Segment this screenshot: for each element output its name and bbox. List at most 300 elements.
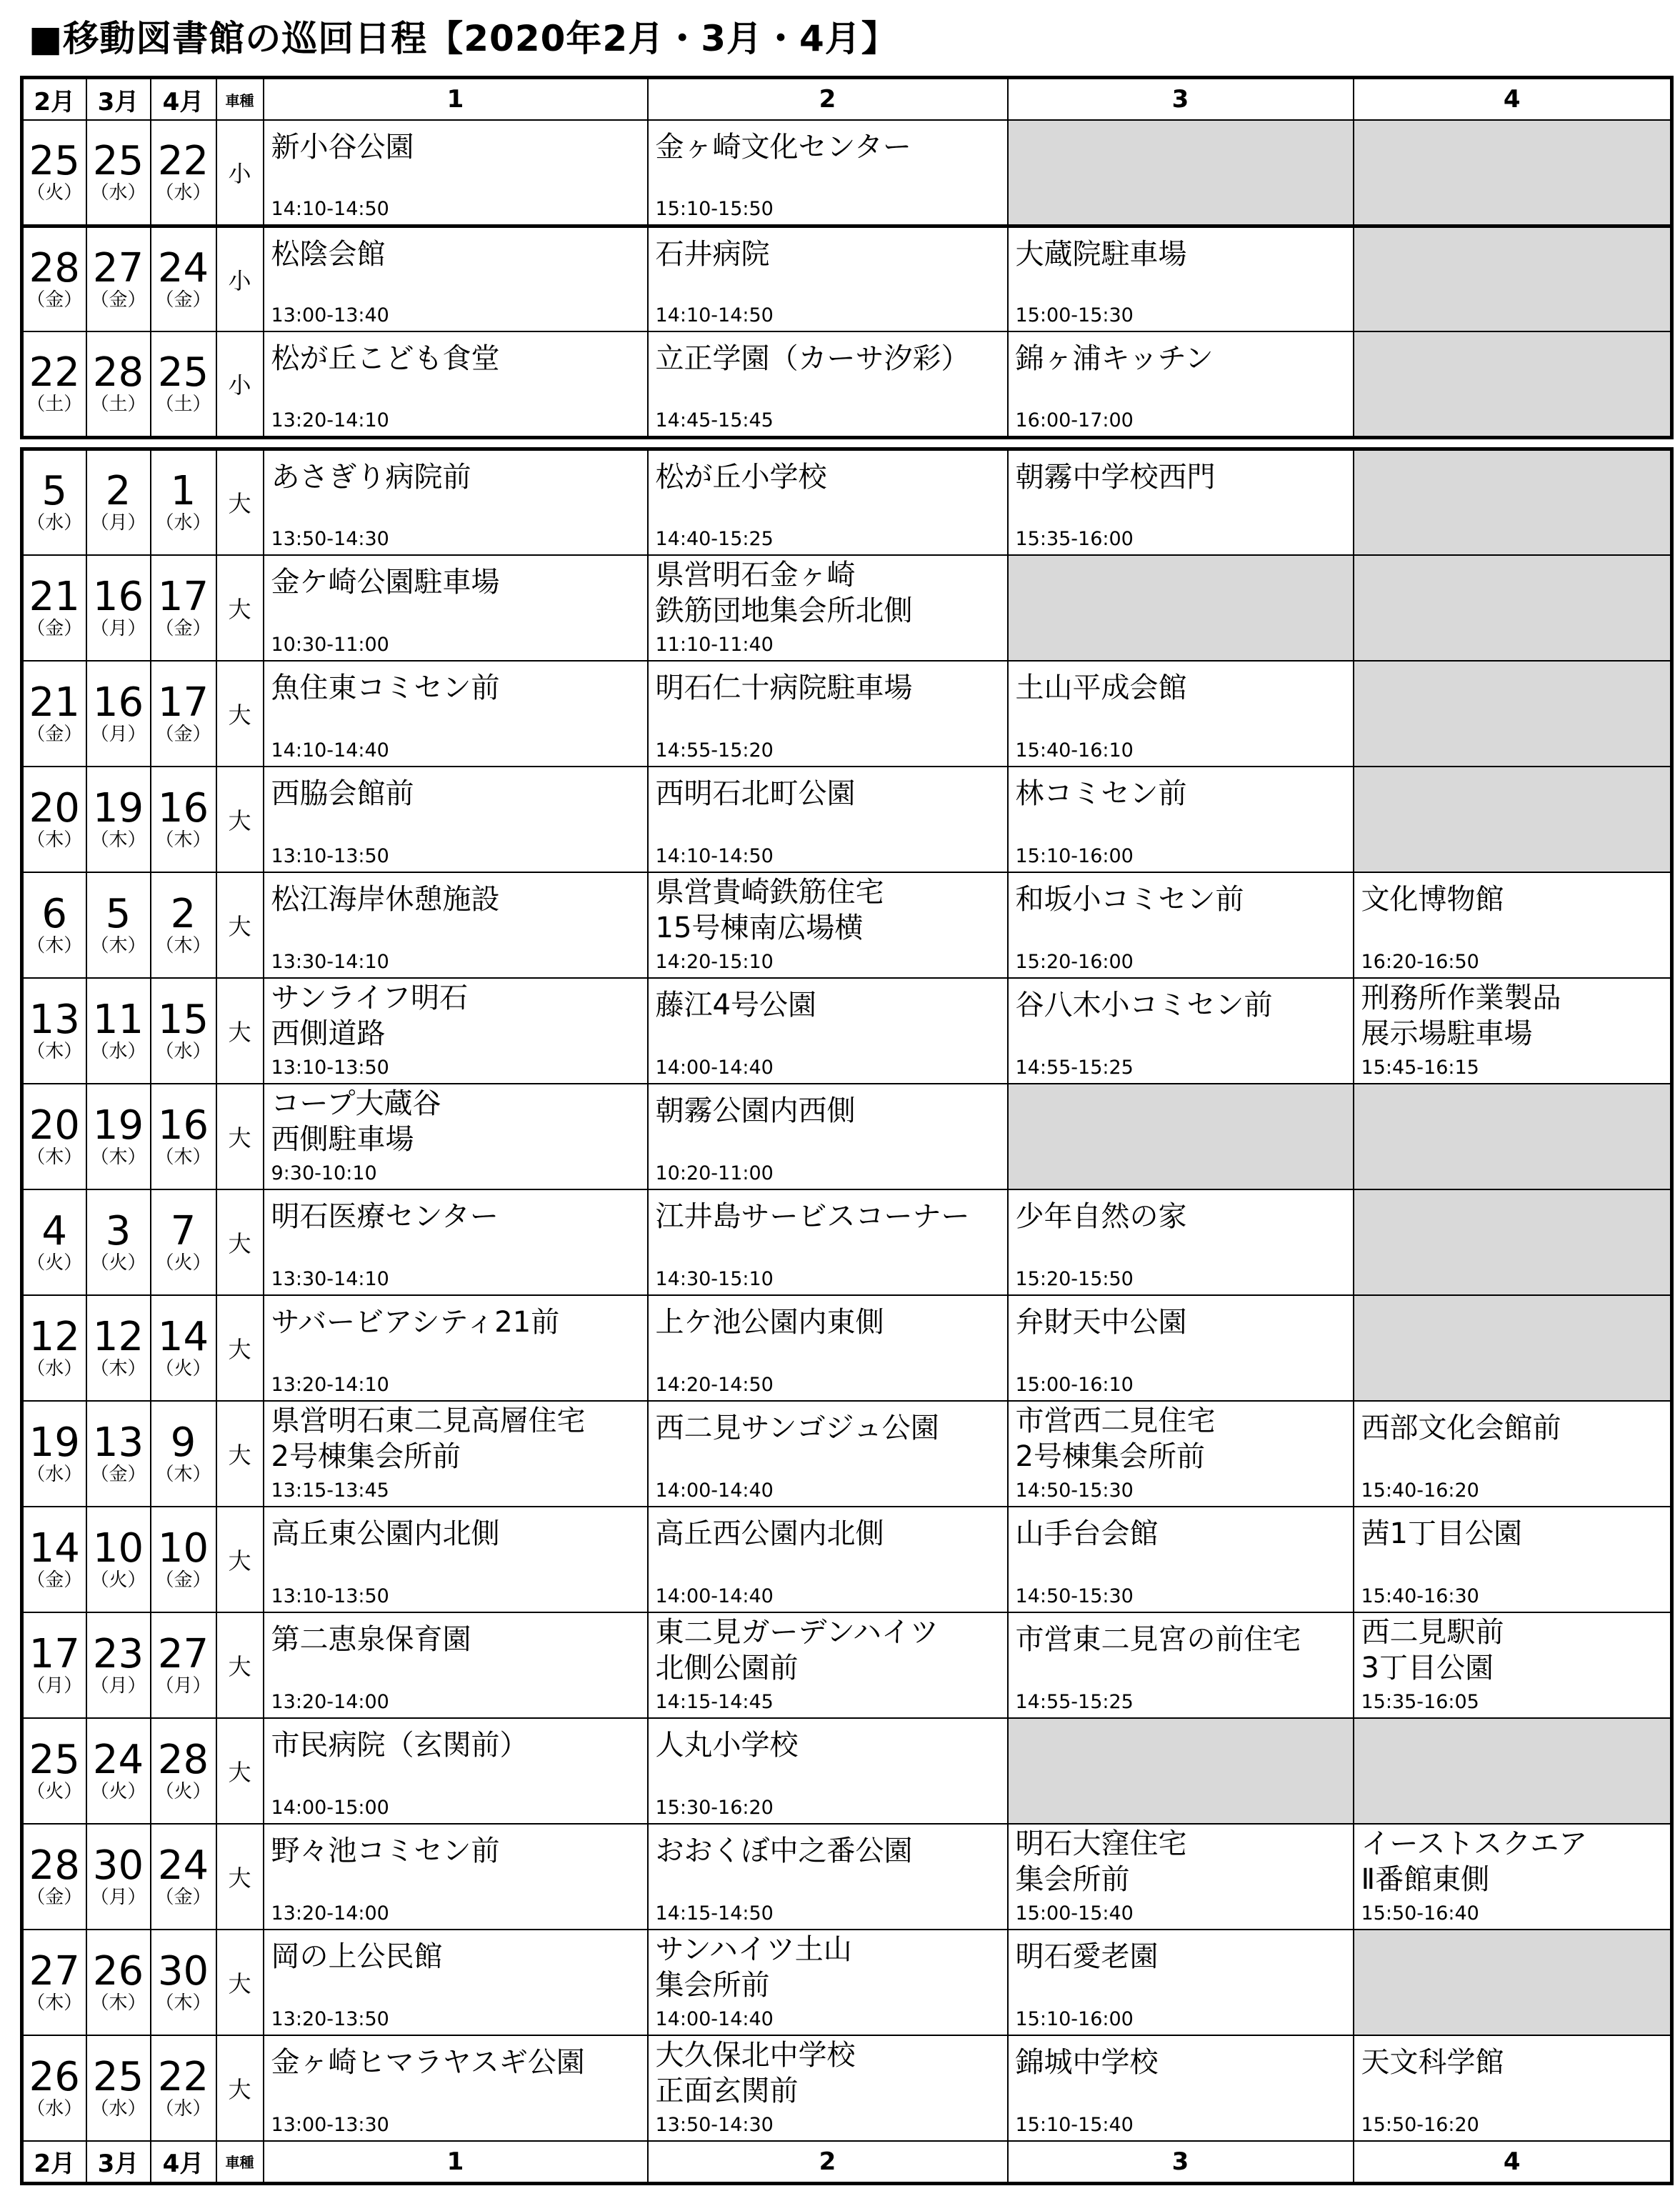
stop-cell-2 [648, 1084, 1008, 1189]
header-stop-3: 3 [1008, 78, 1354, 121]
stop-name: 山手台会館 [1015, 1517, 1159, 1550]
stop-time: 15:10-16:00 [1015, 844, 1134, 867]
header-month-feb: 2月 [22, 2141, 86, 2184]
date-cell-apr [151, 1507, 216, 1612]
weekday: （火） [155, 1357, 211, 1379]
day-number: 7 [170, 1207, 196, 1254]
stop-time: 16:00-17:00 [1015, 409, 1134, 431]
schedule-row [22, 1189, 1672, 1295]
date-cell-mar [86, 226, 151, 331]
stop-time: 15:00-15:40 [1015, 1902, 1134, 1925]
stop-name: 藤江4号公園 [655, 988, 816, 1022]
weekday: （金） [26, 723, 83, 745]
empty-stop-cell [1354, 1295, 1672, 1401]
stop-name: 松が丘小学校 [655, 461, 827, 494]
empty-stop-cell [1008, 555, 1354, 661]
stop-time: 15:35-16:05 [1361, 1690, 1479, 1713]
stop-name: 天文科学館 [1361, 2045, 1504, 2079]
stop-name: 大久保北中学校 正面玄関前 [655, 2038, 856, 2107]
stop-cell-2 [648, 1718, 1008, 1824]
day-number: 27 [157, 1630, 209, 1677]
day-number: 28 [157, 1736, 209, 1783]
stop-name: 市営東二見宮の前住宅 [1015, 1622, 1301, 1656]
vehicle-type: 大 [216, 1189, 264, 1295]
stop-name: 人丸小学校 [655, 1728, 799, 1762]
stop-cell-2 [648, 1295, 1008, 1401]
date-cell-feb [22, 872, 86, 978]
stop-name: 江井島サービスコーナー [655, 1199, 970, 1233]
stop-cell-3 [1008, 978, 1354, 1084]
weekday: （金） [26, 1886, 83, 1908]
weekday: （金） [155, 617, 211, 639]
weekday: （木） [26, 1146, 83, 1168]
stop-time: 14:55-15:20 [655, 739, 774, 762]
stop-cell-4 [1354, 872, 1672, 978]
day-number: 4 [41, 1207, 68, 1254]
weekday: （土） [155, 394, 211, 416]
stop-name: 谷八木小コミセン前 [1015, 988, 1273, 1022]
stop-cell-1 [264, 661, 648, 767]
stop-name: 金ケ崎公園駐車場 [271, 565, 500, 599]
vehicle-type: 大 [216, 2035, 264, 2141]
date-cell-apr [151, 1612, 216, 1718]
weekday: （金） [90, 1463, 146, 1485]
vehicle-type: 大 [216, 872, 264, 978]
weekday: （火） [155, 1252, 211, 1274]
stop-time: 14:10-14:50 [655, 844, 774, 867]
schedule-row [22, 555, 1672, 661]
stop-cell-3 [1008, 1189, 1354, 1295]
date-cell-mar [86, 1401, 151, 1507]
stop-cell-3 [1008, 767, 1354, 872]
date-cell-feb [22, 1930, 86, 2035]
stop-cell-1 [264, 1507, 648, 1612]
day-number: 21 [29, 573, 80, 620]
stop-name: 刑務所作業製品 展示場駐車場 [1361, 981, 1561, 1050]
date-cell-apr [151, 226, 216, 331]
weekday: （月） [155, 1675, 211, 1697]
date-cell-apr [151, 120, 216, 226]
stop-cell-1 [264, 555, 648, 661]
weekday: （水） [155, 182, 211, 204]
date-cell-mar [86, 1507, 151, 1612]
weekday: （水） [155, 512, 211, 534]
weekday: （火） [90, 1569, 146, 1591]
header-stop-4: 4 [1354, 78, 1672, 121]
date-cell-feb [22, 767, 86, 872]
day-number: 13 [92, 1419, 144, 1466]
weekday: （火） [90, 1252, 146, 1274]
stop-time: 14:15-14:45 [655, 1690, 774, 1713]
weekday: （木） [155, 829, 211, 851]
schedule-row [22, 1401, 1672, 1507]
stop-cell-2 [648, 2035, 1008, 2141]
date-cell-apr [151, 1718, 216, 1824]
stop-time: 15:10-16:00 [1015, 2007, 1134, 2030]
date-cell-mar [86, 1930, 151, 2035]
weekday: （木） [90, 1992, 146, 2014]
schedule-row [22, 661, 1672, 767]
stop-time: 15:50-16:40 [1361, 1902, 1479, 1925]
day-number: 19 [92, 1102, 144, 1149]
stop-time: 14:10-14:50 [655, 304, 774, 326]
header-month-apr: 4月 [151, 2141, 216, 2184]
stop-cell-3 [1008, 1401, 1354, 1507]
vehicle-type: 大 [216, 1401, 264, 1507]
date-cell-apr [151, 1084, 216, 1189]
vehicle-type: 小 [216, 120, 264, 226]
stop-cell-4 [1354, 1401, 1672, 1507]
schedule-row [22, 331, 1672, 437]
day-number: 17 [157, 573, 209, 620]
weekday: （木） [90, 934, 146, 957]
header-stop-2: 2 [648, 2141, 1008, 2184]
weekday: （木） [26, 1992, 83, 2014]
weekday: （金） [155, 289, 211, 311]
date-cell-mar [86, 978, 151, 1084]
stop-name: 松が丘こども食堂 [271, 342, 500, 375]
stop-time: 13:20-14:10 [271, 409, 389, 431]
day-number: 22 [29, 349, 80, 396]
day-number: 19 [29, 1419, 80, 1466]
vehicle-type: 大 [216, 555, 264, 661]
schedule-row [22, 1295, 1672, 1401]
stop-cell-1 [264, 1084, 648, 1189]
date-cell-feb [22, 1507, 86, 1612]
header-vehicle-type: 車種 [216, 2141, 264, 2184]
stop-cell-1 [264, 449, 648, 555]
stop-name: コープ大蔵谷 西側駐車場 [271, 1087, 441, 1156]
date-cell-feb [22, 1084, 86, 1189]
weekday: （月） [90, 512, 146, 534]
header-stop-3: 3 [1008, 2141, 1354, 2184]
day-number: 25 [92, 138, 144, 185]
weekday: （金） [155, 723, 211, 745]
weekday: （木） [26, 829, 83, 851]
stop-name: 文化博物館 [1361, 882, 1504, 916]
weekday: （金） [155, 1569, 211, 1591]
day-number: 6 [41, 890, 68, 937]
stop-name: 和坂小コミセン前 [1015, 882, 1244, 916]
weekday: （火） [26, 182, 83, 204]
date-cell-mar [86, 120, 151, 226]
empty-stop-cell [1008, 120, 1354, 226]
day-number: 15 [157, 996, 209, 1043]
stop-cell-4 [1354, 2035, 1672, 2141]
date-cell-mar [86, 1295, 151, 1401]
weekday: （木） [155, 1146, 211, 1168]
stop-time: 15:10-15:40 [1015, 2113, 1134, 2136]
stop-name: 立正学園（カーサ汐彩） [655, 342, 970, 375]
weekday: （月） [90, 1675, 146, 1697]
stop-cell-2 [648, 1612, 1008, 1718]
stop-cell-2 [648, 1189, 1008, 1295]
day-number: 30 [92, 1842, 144, 1889]
stop-time: 13:20-14:10 [271, 1373, 389, 1396]
vehicle-type: 小 [216, 226, 264, 331]
stop-name: サンハイツ土山 集会所前 [655, 1932, 852, 2002]
stop-time: 14:15-14:50 [655, 1902, 774, 1925]
page-title: ■移動図書館の巡回日程【2020年2月・3月・4月】 [29, 18, 898, 59]
day-number: 26 [92, 1947, 144, 1995]
empty-stop-cell [1008, 1084, 1354, 1189]
stop-name: 松江海岸休憩施設 [271, 882, 500, 916]
stop-cell-3 [1008, 1824, 1354, 1930]
stop-name: 新小谷公園 [271, 131, 414, 164]
weekday: （金） [26, 617, 83, 639]
stop-time: 15:20-16:00 [1015, 950, 1134, 973]
weekday: （水） [26, 2097, 83, 2120]
schedule-table-small-van [20, 76, 1674, 439]
date-cell-apr [151, 1401, 216, 1507]
stop-cell-1 [264, 872, 648, 978]
stop-cell-3 [1008, 1507, 1354, 1612]
day-number: 25 [29, 138, 80, 185]
weekday: （木） [155, 934, 211, 957]
day-number: 10 [92, 1524, 144, 1572]
day-number: 12 [92, 1313, 144, 1360]
stop-cell-3 [1008, 449, 1354, 555]
weekday: （水） [90, 1040, 146, 1062]
weekday: （木） [90, 829, 146, 851]
stop-name: 高丘東公園内北側 [271, 1517, 500, 1550]
day-number: 20 [29, 784, 80, 832]
weekday: （金） [155, 1886, 211, 1908]
stop-time: 14:20-14:50 [655, 1373, 774, 1396]
stop-cell-2 [648, 978, 1008, 1084]
stop-time: 9:30-10:10 [271, 1162, 377, 1184]
stop-name: 少年自然の家 [1015, 1199, 1187, 1233]
stop-name: 魚住東コミセン前 [271, 671, 500, 704]
weekday: （土） [26, 394, 83, 416]
date-cell-mar [86, 1824, 151, 1930]
weekday: （土） [90, 394, 146, 416]
header-month-mar: 3月 [86, 78, 151, 121]
vehicle-type: 大 [216, 1295, 264, 1401]
stop-name: 県営明石金ヶ崎 鉄筋団地集会所北側 [655, 558, 913, 627]
stop-time: 14:00-15:00 [271, 1796, 389, 1819]
stop-time: 14:50-15:30 [1015, 1479, 1134, 1502]
vehicle-type: 大 [216, 1507, 264, 1612]
stop-name: 西部文化会館前 [1361, 1411, 1561, 1444]
weekday: （水） [155, 1040, 211, 1062]
stop-cell-3 [1008, 1295, 1354, 1401]
date-cell-feb [22, 1612, 86, 1718]
date-cell-feb [22, 120, 86, 226]
empty-stop-cell [1354, 1930, 1672, 2035]
empty-stop-cell [1354, 555, 1672, 661]
weekday: （水） [26, 512, 83, 534]
stop-time: 14:45-15:45 [655, 409, 774, 431]
day-number: 26 [29, 2053, 80, 2100]
table-header-top [22, 78, 1672, 121]
stop-cell-1 [264, 1930, 648, 2035]
weekday: （水） [26, 1357, 83, 1379]
stop-cell-2 [648, 767, 1008, 872]
stop-time: 15:40-16:20 [1361, 1479, 1479, 1502]
table-header-bottom [22, 2141, 1672, 2184]
date-cell-apr [151, 331, 216, 437]
stop-name: 錦城中学校 [1015, 2045, 1159, 2079]
stop-time: 14:00-14:40 [655, 2007, 774, 2030]
vehicle-type: 大 [216, 1824, 264, 1930]
stop-cell-2 [648, 449, 1008, 555]
stop-cell-1 [264, 226, 648, 331]
stop-cell-1 [264, 331, 648, 437]
header-month-feb: 2月 [22, 78, 86, 121]
stop-name: サバービアシティ21前 [271, 1305, 560, 1339]
stop-time: 14:10-14:50 [271, 197, 389, 220]
date-cell-feb [22, 2035, 86, 2141]
header-stop-1: 1 [264, 78, 648, 121]
stop-cell-3 [1008, 1612, 1354, 1718]
empty-stop-cell [1354, 1084, 1672, 1189]
stop-time: 13:50-14:30 [271, 527, 389, 550]
stop-time: 15:20-15:50 [1015, 1267, 1134, 1290]
schedule-row [22, 120, 1672, 226]
day-number: 24 [157, 244, 209, 291]
stop-name: 西二見サンゴジュ公園 [655, 1411, 939, 1444]
weekday: （木） [155, 1463, 211, 1485]
header-stop-4: 4 [1354, 2141, 1672, 2184]
header-stop-2: 2 [648, 78, 1008, 121]
day-number: 16 [92, 679, 144, 726]
stop-name: 土山平成会館 [1015, 671, 1187, 704]
date-cell-apr [151, 2035, 216, 2141]
date-cell-mar [86, 1612, 151, 1718]
stop-cell-3 [1008, 872, 1354, 978]
stop-name: 明石愛老園 [1015, 1940, 1159, 1973]
day-number: 12 [29, 1313, 80, 1360]
stop-name: 石井病院 [655, 237, 770, 271]
schedule-row [22, 767, 1672, 872]
day-number: 25 [92, 2053, 144, 2100]
stop-time: 13:20-14:00 [271, 1902, 389, 1925]
date-cell-mar [86, 1189, 151, 1295]
schedule-row [22, 226, 1672, 331]
date-cell-mar [86, 555, 151, 661]
weekday: （水） [90, 182, 146, 204]
stop-name: 朝霧中学校西門 [1015, 461, 1216, 494]
day-number: 11 [92, 996, 144, 1043]
date-cell-apr [151, 872, 216, 978]
day-number: 5 [41, 468, 68, 515]
weekday: （月） [26, 1675, 83, 1697]
stop-time: 13:10-13:50 [271, 1584, 389, 1607]
stop-name: 金ヶ崎ヒマラヤスギ公園 [271, 2045, 585, 2079]
stop-time: 15:30-16:20 [655, 1796, 774, 1819]
empty-stop-cell [1354, 331, 1672, 437]
stop-cell-2 [648, 1824, 1008, 1930]
stop-time: 15:40-16:30 [1361, 1584, 1479, 1607]
weekday: （木） [155, 1992, 211, 2014]
day-number: 17 [29, 1630, 80, 1677]
vehicle-type: 大 [216, 1930, 264, 2035]
weekday: （月） [90, 1886, 146, 1908]
schedule-row [22, 1824, 1672, 1930]
stop-time: 14:40-15:25 [655, 527, 774, 550]
stop-time: 14:55-15:25 [1015, 1056, 1134, 1079]
stop-name: 岡の上公民館 [271, 1940, 443, 1973]
schedule-row [22, 872, 1672, 978]
day-number: 16 [157, 1102, 209, 1149]
stop-name: 西脇会館前 [271, 777, 414, 810]
weekday: （金） [26, 1569, 83, 1591]
stop-time: 16:20-16:50 [1361, 950, 1479, 973]
date-cell-mar [86, 767, 151, 872]
weekday: （火） [155, 1780, 211, 1802]
stop-name: 金ヶ崎文化センター [655, 131, 911, 164]
stop-name: おおくぼ中之番公園 [655, 1834, 913, 1867]
date-cell-apr [151, 767, 216, 872]
date-cell-feb [22, 978, 86, 1084]
stop-cell-4 [1354, 1507, 1672, 1612]
stop-name: 錦ヶ浦キッチン [1015, 342, 1214, 375]
stop-cell-2 [648, 1930, 1008, 2035]
stop-cell-3 [1008, 661, 1354, 767]
stop-cell-4 [1354, 978, 1672, 1084]
stop-time: 15:50-16:20 [1361, 2113, 1479, 2136]
vehicle-type: 大 [216, 661, 264, 767]
stop-time: 15:40-16:10 [1015, 739, 1134, 762]
stop-time: 13:20-13:50 [271, 2007, 389, 2030]
schedule-row [22, 2035, 1672, 2141]
date-cell-apr [151, 1295, 216, 1401]
stop-time: 13:00-13:30 [271, 2113, 389, 2136]
day-number: 25 [29, 1736, 80, 1783]
stop-cell-1 [264, 1401, 648, 1507]
day-number: 27 [92, 244, 144, 291]
stop-name: 西明石北町公園 [655, 777, 856, 810]
date-cell-mar [86, 449, 151, 555]
date-cell-mar [86, 1718, 151, 1824]
stop-name: 明石大窪住宅 集会所前 [1015, 1827, 1187, 1896]
empty-stop-cell [1354, 661, 1672, 767]
schedule-row [22, 1507, 1672, 1612]
stop-cell-1 [264, 1295, 648, 1401]
stop-cell-1 [264, 1189, 648, 1295]
empty-stop-cell [1008, 1718, 1354, 1824]
stop-time: 13:15-13:45 [271, 1479, 389, 1502]
stop-cell-1 [264, 1824, 648, 1930]
stop-name: 野々池コミセン前 [271, 1834, 500, 1867]
date-cell-apr [151, 1189, 216, 1295]
stop-cell-2 [648, 1401, 1008, 1507]
day-number: 9 [170, 1419, 196, 1466]
stop-time: 15:00-16:10 [1015, 1373, 1134, 1396]
weekday: （金） [26, 289, 83, 311]
schedule-row [22, 1612, 1672, 1718]
day-number: 20 [29, 1102, 80, 1149]
day-number: 2 [105, 468, 131, 515]
stop-time: 13:20-14:00 [271, 1690, 389, 1713]
stop-name: 第二恵泉保育園 [271, 1622, 471, 1656]
weekday: （水） [155, 2097, 211, 2120]
stop-name: 市営西二見住宅 2号棟集会所前 [1015, 1404, 1216, 1473]
stop-cell-1 [264, 1612, 648, 1718]
day-number: 28 [29, 244, 80, 291]
date-cell-mar [86, 2035, 151, 2141]
day-number: 21 [29, 679, 80, 726]
stop-cell-2 [648, 555, 1008, 661]
stop-cell-1 [264, 978, 648, 1084]
stop-cell-3 [1008, 331, 1354, 437]
stop-name: サンライフ明石 西側道路 [271, 981, 469, 1050]
stop-time: 15:00-15:30 [1015, 304, 1134, 326]
stop-cell-1 [264, 1718, 648, 1824]
weekday: （月） [90, 723, 146, 745]
date-cell-apr [151, 1824, 216, 1930]
